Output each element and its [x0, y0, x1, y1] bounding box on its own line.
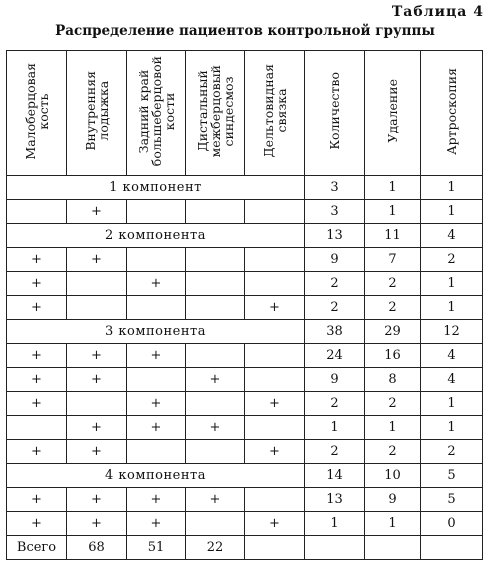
table-cell: 3: [305, 176, 365, 200]
table-cell: 1: [305, 416, 365, 440]
column-header-line: Количество: [327, 72, 342, 150]
column-header-line: Задний край: [135, 69, 151, 153]
table-cell: [186, 512, 245, 536]
column-header-line: Артроскопия: [444, 67, 459, 155]
table-cell: 68: [67, 536, 127, 560]
table-cell: [365, 536, 421, 560]
table-row: [7, 200, 483, 224]
table-cell: 2: [305, 392, 365, 416]
column-header-label: [386, 79, 399, 143]
table-cell: [186, 344, 245, 368]
total-row: [7, 536, 483, 560]
table-cell: 2: [365, 272, 421, 296]
patient-distribution-table: [6, 50, 483, 560]
table-cell: +: [67, 344, 127, 368]
column-header-line: лодыжка: [95, 81, 111, 141]
table-cell: 12: [421, 320, 483, 344]
table-cell: [245, 368, 305, 392]
table-cell: [7, 200, 67, 224]
column-header: [305, 51, 365, 176]
table-cell: 1: [421, 296, 483, 320]
group-row: [7, 464, 483, 488]
table-cell: 2: [421, 248, 483, 272]
table-cell: [127, 200, 186, 224]
column-header-line: большеберцовой: [148, 55, 164, 167]
table-row: [7, 416, 483, 440]
group-row: [7, 320, 483, 344]
table-cell: 2: [421, 440, 483, 464]
table-cell: 2: [365, 392, 421, 416]
table-cell: 16: [365, 344, 421, 368]
table-cell: [245, 272, 305, 296]
table-cell: 0: [421, 512, 483, 536]
table-cell: 9: [365, 488, 421, 512]
table-cell: [186, 200, 245, 224]
table-cell: 4: [421, 344, 483, 368]
table-cell: +: [67, 512, 127, 536]
table-row: [7, 440, 483, 464]
table-cell: +: [127, 272, 186, 296]
group-label: 2 компонента: [7, 224, 305, 248]
table-cell: [67, 272, 127, 296]
table-cell: [7, 416, 67, 440]
table-cell: 13: [305, 224, 365, 248]
table-cell: 22: [186, 536, 245, 560]
table-cell: [186, 296, 245, 320]
table-row: [7, 488, 483, 512]
column-header: [365, 51, 421, 176]
column-header-line: кости: [161, 92, 177, 130]
table-row: [7, 248, 483, 272]
table-cell: 1: [365, 512, 421, 536]
column-header-line: Удаление: [385, 79, 400, 143]
column-header: [7, 51, 67, 176]
table-cell: +: [186, 368, 245, 392]
table-cell: 1: [365, 200, 421, 224]
table-cell: +: [67, 416, 127, 440]
column-header: [127, 51, 186, 176]
table-cell: 4: [421, 224, 483, 248]
table-cell: +: [245, 440, 305, 464]
table-cell: +: [7, 248, 67, 272]
table-cell: Всего: [7, 536, 67, 560]
table-cell: +: [245, 512, 305, 536]
table-cell: [186, 248, 245, 272]
table-cell: +: [245, 392, 305, 416]
table-cell: +: [127, 344, 186, 368]
table-cell: +: [67, 248, 127, 272]
table-cell: 9: [305, 248, 365, 272]
table-cell: 9: [305, 368, 365, 392]
table-row: [7, 296, 483, 320]
table-cell: 1: [421, 176, 483, 200]
table-cell: +: [186, 416, 245, 440]
table-cell: 14: [305, 464, 365, 488]
table-cell: [127, 296, 186, 320]
table-cell: [67, 392, 127, 416]
table-cell: +: [7, 440, 67, 464]
table-row: [7, 272, 483, 296]
table-number: Таблица 4: [391, 4, 484, 20]
column-header-line: связка: [273, 88, 289, 133]
table-cell: 8: [365, 368, 421, 392]
table-cell: 51: [127, 536, 186, 560]
table-cell: 11: [365, 224, 421, 248]
table-cell: [245, 536, 305, 560]
table-cell: +: [127, 392, 186, 416]
table-cell: +: [67, 200, 127, 224]
column-header-label: [262, 64, 288, 157]
table-row: [7, 392, 483, 416]
table-cell: 1: [421, 272, 483, 296]
table-cell: [186, 440, 245, 464]
table-cell: [127, 248, 186, 272]
table-cell: 3: [305, 200, 365, 224]
table-title: Распределение пациентов контрольной группы: [55, 23, 435, 39]
table-cell: 2: [305, 296, 365, 320]
table-cell: +: [67, 368, 127, 392]
table-cell: 4: [421, 368, 483, 392]
table-cell: 2: [365, 296, 421, 320]
table-cell: +: [245, 296, 305, 320]
column-header-line: кость: [35, 92, 51, 130]
table-cell: 13: [305, 488, 365, 512]
table-cell: 38: [305, 320, 365, 344]
table-cell: 10: [365, 464, 421, 488]
column-header-line: Внутренняя: [82, 71, 98, 151]
table-cell: [245, 248, 305, 272]
table-cell: +: [7, 344, 67, 368]
table-cell: 2: [305, 272, 365, 296]
table-row: [7, 368, 483, 392]
column-header-line: Дельтовидная: [260, 64, 276, 158]
column-header-line: синдесмоз: [220, 76, 236, 146]
table-cell: [67, 296, 127, 320]
table-cell: 1: [365, 416, 421, 440]
group-label: 3 компонента: [7, 320, 305, 344]
column-header: [421, 51, 483, 176]
column-header: [186, 51, 245, 176]
table-cell: +: [67, 440, 127, 464]
column-header-label: [445, 68, 458, 155]
table-cell: +: [7, 512, 67, 536]
column-header-label: [328, 72, 341, 150]
table-cell: [245, 200, 305, 224]
table-cell: [421, 536, 483, 560]
table-cell: 5: [421, 488, 483, 512]
group-label: 4 компонента: [7, 464, 305, 488]
table-cell: +: [186, 488, 245, 512]
table-cell: 1: [421, 200, 483, 224]
table-cell: 2: [365, 440, 421, 464]
group-label: 1 компонент: [7, 176, 305, 200]
column-header: [245, 51, 305, 176]
table-row: [7, 344, 483, 368]
group-row: [7, 224, 483, 248]
table-cell: 1: [365, 176, 421, 200]
table-cell: [245, 488, 305, 512]
table-cell: 1: [421, 416, 483, 440]
table-cell: +: [7, 488, 67, 512]
table-cell: [245, 344, 305, 368]
column-header-line: межберцовый: [207, 64, 223, 158]
table-cell: [245, 416, 305, 440]
column-header-line: Дистальный: [194, 70, 210, 152]
table-cell: +: [7, 296, 67, 320]
table-cell: [127, 440, 186, 464]
table-cell: 2: [305, 440, 365, 464]
table-cell: +: [7, 272, 67, 296]
table-row: [7, 512, 483, 536]
column-header-label: [137, 56, 176, 166]
table-cell: 7: [365, 248, 421, 272]
table-cell: 1: [305, 512, 365, 536]
table-cell: 5: [421, 464, 483, 488]
table-cell: +: [127, 512, 186, 536]
table-cell: +: [127, 416, 186, 440]
header-row: [7, 51, 483, 176]
table-cell: 29: [365, 320, 421, 344]
table-cell: [186, 272, 245, 296]
column-header-label: [196, 65, 235, 157]
column-header-label: [84, 71, 110, 151]
column-header: [67, 51, 127, 176]
column-header-label: [24, 63, 50, 160]
table-cell: [127, 368, 186, 392]
column-header-line: Малоберцовая: [22, 62, 38, 160]
table-cell: +: [67, 488, 127, 512]
table-cell: +: [7, 392, 67, 416]
table-cell: [186, 392, 245, 416]
table-cell: +: [127, 488, 186, 512]
table-body: [7, 176, 483, 560]
table-cell: +: [7, 368, 67, 392]
table-cell: 1: [421, 392, 483, 416]
group-row: [7, 176, 483, 200]
table-cell: 24: [305, 344, 365, 368]
table-cell: [305, 536, 365, 560]
